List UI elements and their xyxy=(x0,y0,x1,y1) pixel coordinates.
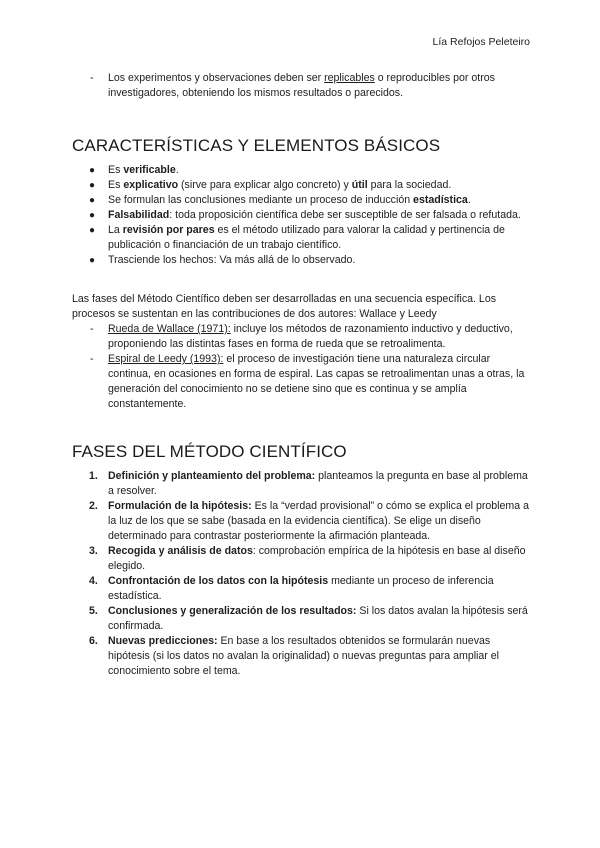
phases-paragraph: Las fases del Método Científico deben ser desarrolladas en una secuencia específica. Los procesos se sustentan en las contribuciones de dos autores: Wallace y Leedy xyxy=(72,293,497,320)
list-item: ● Es verificable. xyxy=(89,164,179,176)
list-item: 6. Nuevas predicciones: En base a los resultados obtenidos se formularán nuevas hipótesis (si los datos no avalan la originalidad) o nuevas preguntas para ampliar el conocimiento sobre el tema. xyxy=(89,635,500,677)
section-heading-phases: FASES DEL MÉTODO CIENTÍFICO xyxy=(72,442,347,461)
underlined-term: replicables xyxy=(324,72,375,84)
dash-marker: - xyxy=(90,72,94,84)
characteristics-list xyxy=(72,163,532,268)
intro-text: Los experimentos y observaciones deben ser replicables o reproducibles por otros investigadores, obteniendo los mismos resultados o parecidos. xyxy=(108,72,495,99)
author-item-leedy: - Espiral de Leedy (1993): el proceso de investigación tiene una naturaleza circular continua, en ocasiones en forma de espiral. Las capas se retroalimentan unas a otras, la generación del conocimiento no se detiene sino que es continua y se amplía constantemente. xyxy=(90,353,525,410)
author-item-wallace: - Rueda de Wallace (1971): incluye los métodos de razonamiento inductivo y deductivo, proponiendo las distintas fases en forma de rueda que se retroalimenta. xyxy=(90,323,513,350)
intro-list-item xyxy=(90,71,530,101)
section-heading-characteristics: CARACTERÍSTICAS Y ELEMENTOS BÁSICOS xyxy=(72,136,441,155)
dash-marker: - xyxy=(90,323,94,335)
list-item: 3. Recogida y análisis de datos: comprobación empírica de la hipótesis en base al diseño elegido. xyxy=(89,545,526,572)
phases-list xyxy=(72,469,532,679)
underlined-term: Espiral de Leedy (1993): xyxy=(108,353,224,365)
author-name: Lía Refojos Peleteiro xyxy=(432,36,530,48)
list-item: ● Trasciende los hechos: Va más allá de lo observado. xyxy=(89,254,356,266)
list-item: 5. Conclusiones y generalización de los resultados: Si los datos avalan la hipótesis será confirmada. xyxy=(89,605,528,632)
list-item: 2. Formulación de la hipótesis: Es la “verdad provisional” o cómo se explica el problema a la luz de los que se sabe (basada en la evidencia científica). Se elige un diseño determinado para contrastar posteriormente la afirmación planteada. xyxy=(89,500,529,542)
dash-marker: - xyxy=(90,353,94,365)
list-item: 1. Definición y planteamiento del problema: planteamos la pregunta en base al problema a resolver. xyxy=(89,470,528,497)
underlined-term: Rueda de Wallace (1971): xyxy=(108,323,231,335)
list-item: ● Es explicativo (sirve para explicar algo concreto) y útil para la sociedad. xyxy=(89,179,452,191)
list-item: ● La revisión por pares es el método utilizado para valorar la calidad y pertinencia de publicación o financiación de un trabajo científico. xyxy=(89,224,505,251)
list-item: 4. Confrontación de los datos con la hipótesis mediante un proceso de inferencia estadística. xyxy=(89,575,494,602)
list-item: ● Falsabilidad: toda proposición científica debe ser susceptible de ser falsada o refutada. xyxy=(89,209,521,221)
list-item: ● Se formulan las conclusiones mediante un proceso de inducción estadística. xyxy=(89,194,471,206)
